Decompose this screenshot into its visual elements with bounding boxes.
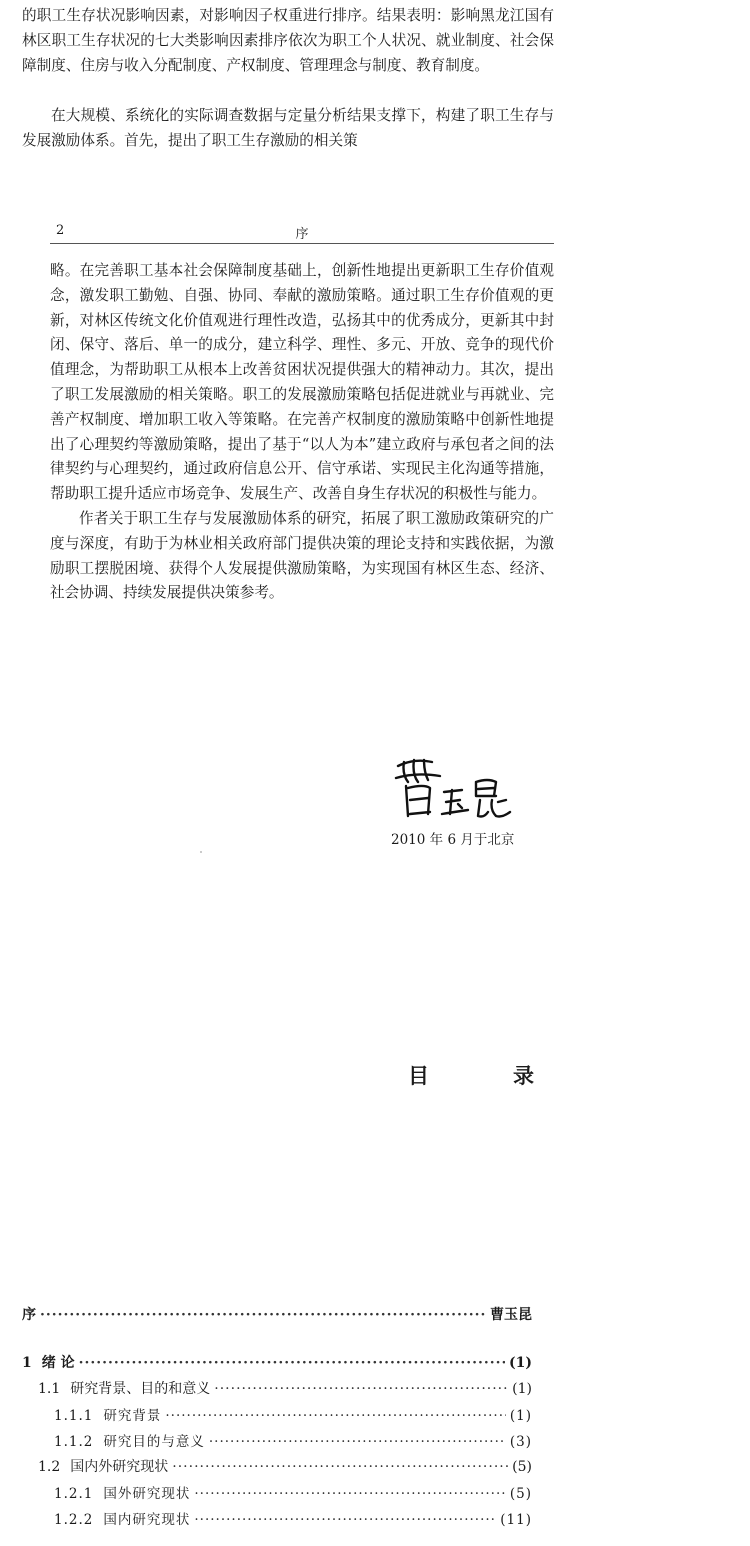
toc-leader-dots <box>165 1408 506 1424</box>
toc-entry-number: 1.1.1 <box>54 1408 94 1424</box>
toc-leader-dots <box>40 1307 486 1323</box>
toc-leader-dots <box>214 1381 508 1397</box>
toc-entry-page: (1) <box>509 1408 532 1424</box>
page-number: 2 <box>56 223 65 238</box>
toc-entry-preface[interactable] <box>22 1304 532 1330</box>
toc-leader-dots <box>172 1459 508 1475</box>
toc-entry-1-2[interactable] <box>22 1456 532 1482</box>
toc-title-char-1: 目 <box>408 1064 429 1088</box>
toc-entry-page: (11) <box>500 1512 532 1528</box>
toc-entry-1-1-1[interactable] <box>22 1404 532 1430</box>
toc-leader-dots <box>79 1355 505 1371</box>
toc-entry-number: 1.1.2 <box>54 1434 94 1450</box>
running-header <box>50 221 554 244</box>
date-place-line: 2010 年 6 月于北京 <box>391 832 515 848</box>
paragraph-incentive-system: 在大规模、系统化的实际调查数据与定量分析结果支撑下，构建了职工生存与发展激励体系。首先，提出了职工生存激励的相关策 <box>22 107 554 149</box>
toc-entry-page: (5) <box>509 1486 532 1502</box>
toc-entry-1-1-2[interactable] <box>22 1430 532 1456</box>
paragraph-strategies: 略。在完善职工基本社会保障制度基础上，创新性地提出更新职工生存价值观念，激发职工勤勉、自强、协同、奉献的激励策略。通过职工生存价值观的更新，对林区传统文化价值观进行理性改造，弘扬其中的优秀成分，更新其中封闭、保守、落后、单一的成分，建立科学、理性、多元、开放、竞争的现代价值理念，为帮助职工从根本上改善贫困状况提供强大的精神动力。其次，提出了职工发展激励的相关策略。职工的发展激励策略包括促进就业与再就业、完善产权制度、增加职工收入等策略。在完善产权制度的激励策略中创新性地提出了心理契约等激励策略，提出了基于“以人为本”建立政府与承包者之间的法律契约与心理契约，通过政府信息公开、信守承诺、实现民主化沟通等措施，帮助职工提升适应市场竞争、发展生产、改善自身生存状况的积极性与能力。 <box>50 262 554 503</box>
toc-entry-1-1[interactable] <box>22 1378 532 1404</box>
toc-entry-number: 1.2.1 <box>54 1486 94 1502</box>
toc-entry-number: 1.1 <box>38 1381 61 1397</box>
toc-entry-number: 1 <box>22 1355 32 1371</box>
toc-entry-1-2-1[interactable] <box>22 1482 532 1508</box>
toc-entry-label: 研究背景、目的和意义 <box>70 1381 211 1397</box>
running-title: 序 <box>295 227 309 242</box>
toc-spacer <box>22 1330 532 1352</box>
handwritten-signature <box>388 752 518 824</box>
toc-leader-dots <box>194 1512 496 1528</box>
toc-entry-label: 绪 论 <box>41 1355 75 1371</box>
toc-entry-label: 序 <box>22 1307 36 1323</box>
toc-entry-chapter-1[interactable] <box>22 1352 532 1378</box>
toc-entry-label: 研究目的与意义 <box>103 1434 205 1450</box>
table-of-contents <box>22 1304 532 1534</box>
scan-speck <box>200 851 202 853</box>
toc-entry-page: (1) <box>509 1355 532 1371</box>
page-body <box>50 259 554 606</box>
toc-entry-label: 研究背景 <box>103 1408 162 1424</box>
toc-title <box>408 1060 534 1090</box>
paragraph-intro-end: 的职工生存状况影响因素，对影响因子权重进行排序。结果表明：影响黑龙江国有林区职工生存状况的七大类影响因素排序依次为职工个人状况、就业制度、社会保障制度、住房与收入分配制度、产权制度、管理理念与制度、教育制度。 <box>22 7 554 74</box>
toc-entry-label: 国外研究现状 <box>103 1486 191 1502</box>
toc-entry-page: (3) <box>509 1434 532 1450</box>
toc-entry-number: 1.2 <box>38 1459 61 1475</box>
toc-entry-author: 曹玉昆 <box>490 1307 532 1323</box>
toc-entry-1-2-2[interactable] <box>22 1508 532 1534</box>
toc-title-char-2: 录 <box>513 1064 534 1088</box>
toc-entry-label: 国内外研究现状 <box>70 1459 169 1475</box>
paragraph-conclusion: 作者关于职工生存与发展激励体系的研究，拓展了职工激励政策研究的广度与深度，有助于为林业相关政府部门提供决策的理论支持和实践依据，为激励职工摆脱困境、获得个人发展提供激励策略，为实现国有林区生态、经济、社会协调、持续发展提供决策参考。 <box>50 509 554 602</box>
toc-entry-number: 1.2.2 <box>54 1512 94 1528</box>
toc-leader-dots <box>194 1486 506 1502</box>
toc-entry-page: (1) <box>512 1381 532 1397</box>
toc-leader-dots <box>209 1434 506 1450</box>
toc-entry-page: (5) <box>512 1459 532 1475</box>
toc-entry-label: 国内研究现状 <box>103 1512 191 1528</box>
